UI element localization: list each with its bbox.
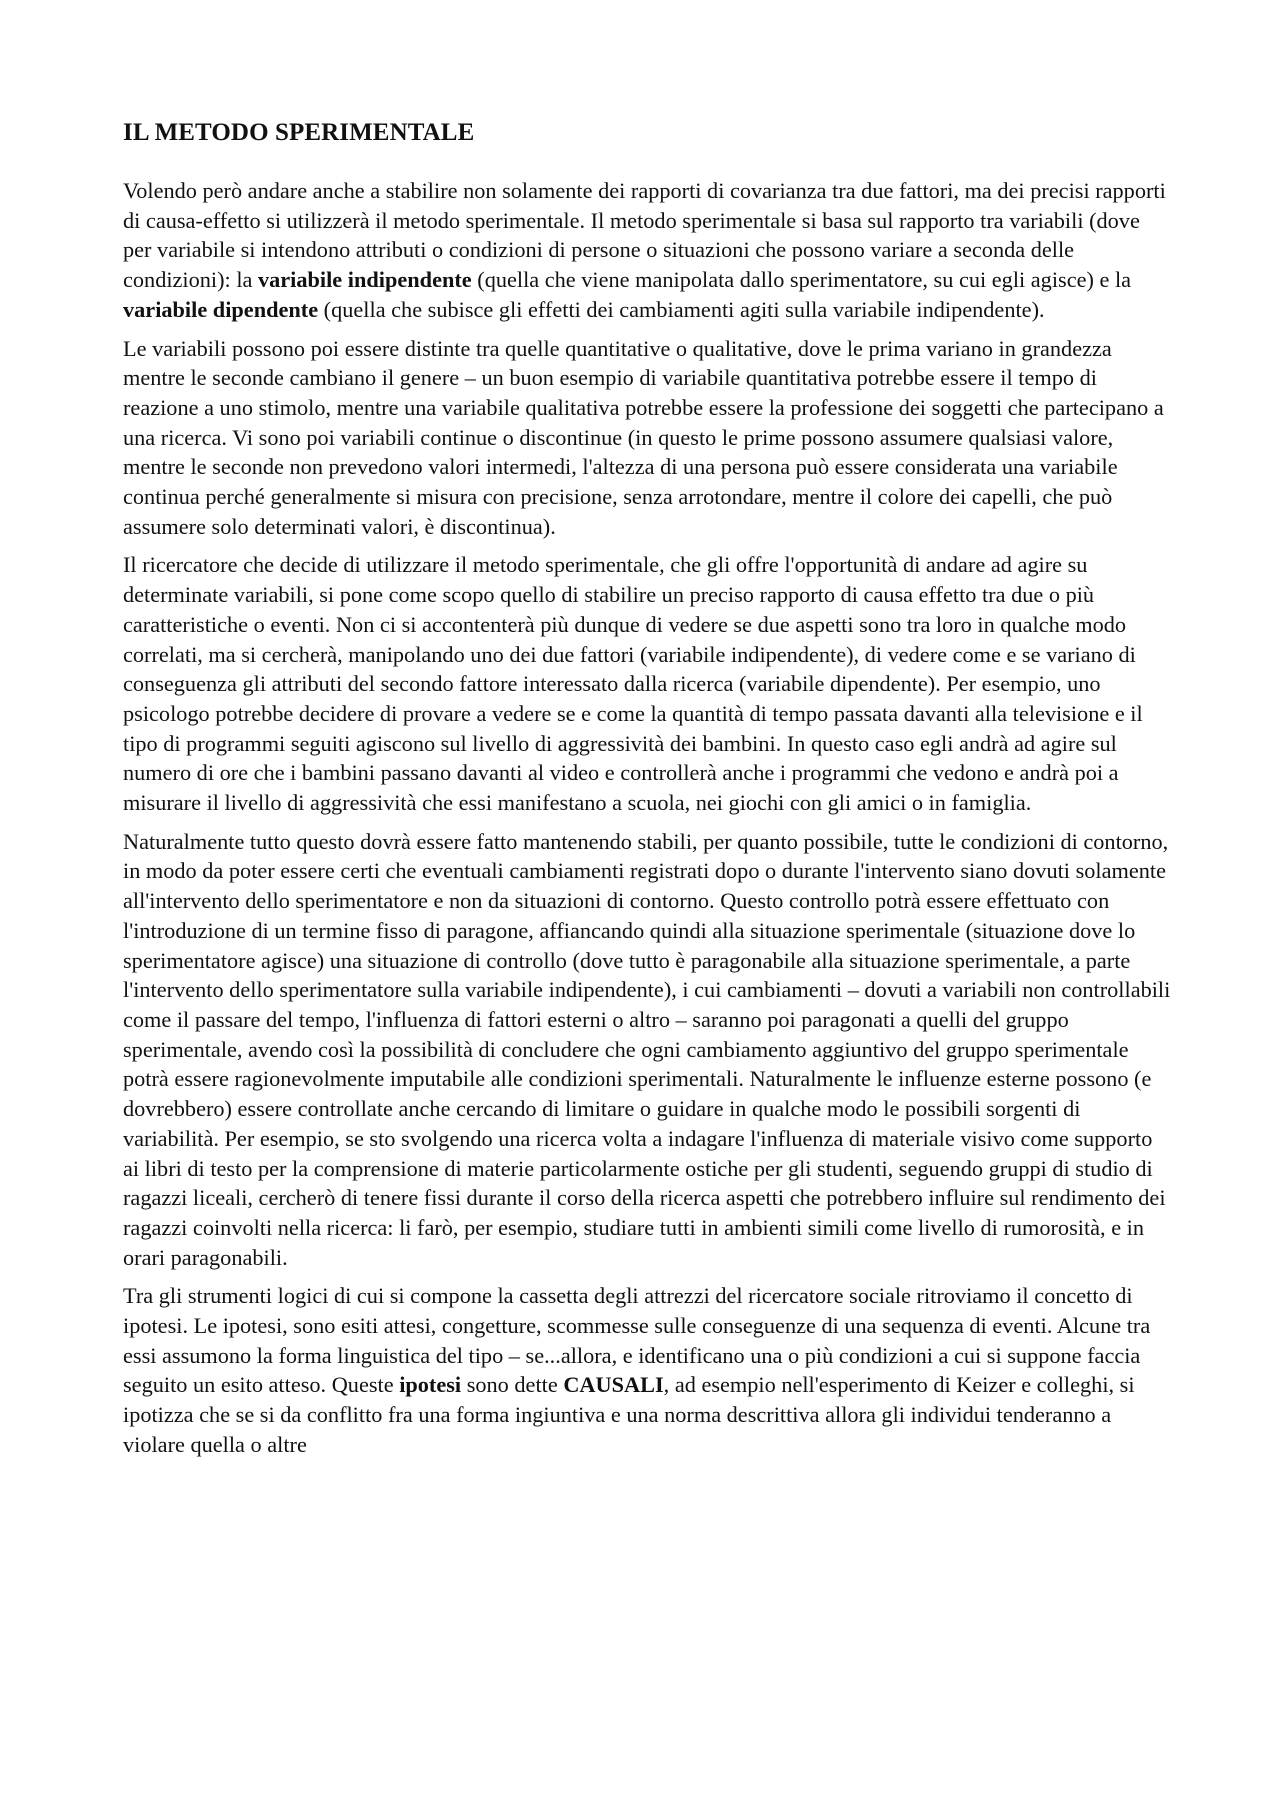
text-span: (quella che subisce gli effetti dei cambiamenti agiti sulla variabile indipendente).	[318, 296, 1045, 322]
bold-term-hypotheses: ipotesi	[399, 1372, 462, 1398]
text-span: Tra gli strumenti logici di cui si compone la cassetta degli attrezzi del ricercatore sociale ritroviamo il concetto di ipotesi. Le ipotesi, sono esiti attesi, congetture, scommesse sulle conseguenze di una sequenza di eventi. Alcune tra essi assumono la forma linguistica del tipo – se...allora, e identificano una o più condizioni a cui si suppone faccia seguito un esito atteso. Queste	[123, 1283, 1151, 1398]
page-title: IL METODO SPERIMENTALE	[123, 119, 475, 146]
paragraph-researcher: Il ricercatore che decide di utilizzare il metodo sperimentale, che gli offre l'opportunità di andare ad agire su determinate variabili, si pone come scopo quello di stabilire un preciso rapporto di causa effetto tra due o più caratteristiche o eventi. Non ci si accontenterà più dunque di vedere se due aspetti sono tra loro in qualche modo correlati, ma si cercherà, manipolando uno dei due fattori (variabile indipendente), di vedere come e se variano di conseguenza gli attributi del secondo fattore interessato dalla ricerca (variabile dipendente). Per esempio, uno psicologo potrebbe decidere di provare a vedere se e come la quantità di tempo passata davanti alla televisione e il tipo di programmi seguiti agiscono sul livello di aggressività dei bambini. In questo caso egli andrà ad agire sul numero di ore che i bambini passano davanti al video e controllerà anche i programmi che vedono e andrà poi a misurare il livello di aggressività che essi manifestano a scuola, nei giochi con gli amici o in famiglia.	[123, 552, 1143, 816]
text-span: sono dette	[461, 1372, 564, 1398]
text-span: Volendo però andare anche a stabilire non solamente dei rapporti di covarianza tra due fattori, ma dei precisi rapporti di causa-effetto si utilizzerà il metodo sperimentale. Il metodo sperimentale si basa sul rapporto tra variabili (dove per variabile si intendono attributi o condizioni di persone o situazioni che possono variare a seconda delle condizioni): la	[123, 178, 1166, 293]
document-body	[123, 118, 1173, 1469]
paragraph-variable-types: Le variabili possono poi essere distinte tra quelle quantitative o qualitative, dove le prima variano in grandezza mentre le seconde cambiano il genere – un buon esempio di variabile quantitativa potrebbe essere il tempo di reazione a uno stimolo, mentre una variabile qualitativa potrebbe essere la professione dei soggetti che partecipano a una ricerca. Vi sono poi variabili continue o discontinue (in questo le prime possono assumere qualsiasi valore, mentre le seconde non prevedono valori intermedi, l'altezza di una persona può essere considerata una variabile continua perché generalmente si misura con precisione, senza arrotondare, mentre il colore dei capelli, che può assumere solo determinati valori, è discontinua).	[123, 335, 1164, 539]
paragraph-control-conditions: Naturalmente tutto questo dovrà essere fatto mantenendo stabili, per quanto possibile, tutte le condizioni di contorno, in modo da poter essere certi che eventuali cambiamenti registrati dopo o durante l'intervento siano dovuti solamente all'intervento dello sperimentatore e non da situazioni di contorno. Questo controllo potrà essere effettuato con l'introduzione di un termine fisso di paragone, affiancando quindi alla situazione sperimentale (situazione dove lo sperimentatore agisce) una situazione di controllo (dove tutto è paragonabile alla situazione sperimentale, a parte l'intervento dello sperimentatore sulla variabile indipendente), i cui cambiamenti – dovuti a variabili non controllabili come il passare del tempo, l'influenza di fattori esterni o altro – saranno poi paragonati a quelli del gruppo sperimentale, avendo così la possibilità di concludere che ogni cambiamento aggiuntivo del gruppo sperimentale potrà essere ragionevolmente imputabile alle condizioni sperimentali. Naturalmente le influenze esterne possono (e dovrebbero) essere controllate anche cercando di limitare o guidare in qualche modo le possibili sorgenti di variabilità. Per esempio, se sto svolgendo una ricerca volta a indagare l'influenza di materiale visivo come supporto ai libri di testo per la comprensione di materie particolarmente ostiche per gli studenti, seguendo gruppi di studio di ragazzi liceali, cercherò di tenere fissi durante il corso della ricerca aspetti che potrebbero influire sul rendimento dei ragazzi coinvolti nella ricerca: li farò, per esempio, studiare tutti in ambienti simili come livello di rumorosità, e in orari paragonabili.	[123, 828, 1171, 1270]
bold-term-dependent: variabile dipendente	[123, 296, 319, 322]
text-span: (quella che viene manipolata dallo sperimentatore, su cui egli agisce) e la	[471, 267, 1132, 293]
paragraph-hypotheses	[123, 1281, 1173, 1459]
paragraph-variables-intro	[123, 176, 1173, 325]
bold-term-causal: CAUSALI	[563, 1372, 664, 1398]
bold-term-independent: variabile indipendente	[257, 267, 472, 293]
text-span: , ad esempio nell'esperimento di Keizer e colleghi, si ipotizza che se si da conflitto fra una forma ingiuntiva e una norma descrittiva allora gli individui tenderanno a violare quella o altre	[123, 1372, 1135, 1457]
